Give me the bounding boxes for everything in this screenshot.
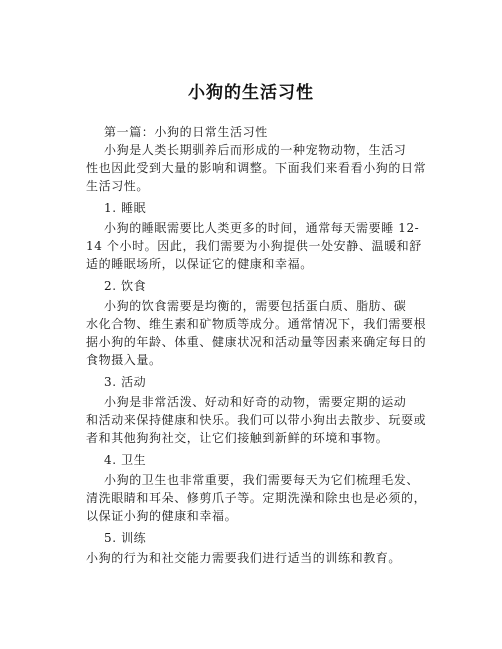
item-heading: 3. 活动 bbox=[104, 375, 147, 389]
paragraph-line: 适的睡眠场所，以保证它的健康和幸福。 bbox=[86, 257, 313, 271]
paragraph-line: 以保证小狗的健康和幸福。 bbox=[86, 509, 238, 523]
section-heading: 第一篇：小狗的日常生活习性 bbox=[104, 125, 268, 139]
paragraph-line: 和活动来保持健康和快乐。我们可以带小狗出去散步、玩耍或 bbox=[86, 413, 427, 427]
paragraph-line: 性也因此受到大量的影响和调整。下面我们来看看小狗的日常 bbox=[86, 161, 427, 175]
paragraph-line: 据小狗的年龄、体重、健康状况和活动量等因素来确定每日的 bbox=[86, 335, 427, 349]
paragraph-line: 小狗的饮食需要是均衡的，需要包括蛋白质、脂肪、碳 bbox=[104, 299, 407, 313]
item-heading: 1. 睡眠 bbox=[104, 201, 147, 215]
paragraph-line: 14 个小时。因此，我们需要为小狗提供一处安静、温暖和舒 bbox=[86, 239, 422, 253]
paragraph-line: 生活习性。 bbox=[86, 179, 150, 193]
paragraph-line: 水化合物、维生素和矿物质等成分。通常情况下，我们需要根 bbox=[86, 317, 427, 331]
page-title: 小狗的生活习性 bbox=[188, 83, 314, 103]
paragraph-line: 小狗的行为和社交能力需要我们进行适当的训练和教育。 bbox=[86, 551, 402, 565]
paragraph-line: 小狗的卫生也非常重要，我们需要每天为它们梳理毛发、 bbox=[104, 473, 420, 487]
paragraph-line: 食物摄入量。 bbox=[86, 353, 162, 367]
item-heading: 4. 卫生 bbox=[104, 453, 147, 467]
paragraph-line: 小狗是人类长期驯养后而形成的一种宠物动物，生活习 bbox=[104, 143, 407, 157]
paragraph-line: 者和其他狗狗社交，让它们接触到新鲜的环境和事物。 bbox=[86, 431, 389, 445]
item-heading: 5. 训练 bbox=[104, 531, 147, 545]
item-heading: 2. 饮食 bbox=[104, 279, 147, 293]
paragraph-line: 小狗是非常活泼、好动和好奇的动物，需要定期的运动 bbox=[104, 395, 407, 409]
paragraph-line: 清洗眼睛和耳朵、修剪爪子等。定期洗澡和除虫也是必须的， bbox=[86, 491, 427, 505]
paragraph-line: 小狗的睡眠需要比人类更多的时间，通常每天需要睡 12- bbox=[104, 221, 420, 235]
